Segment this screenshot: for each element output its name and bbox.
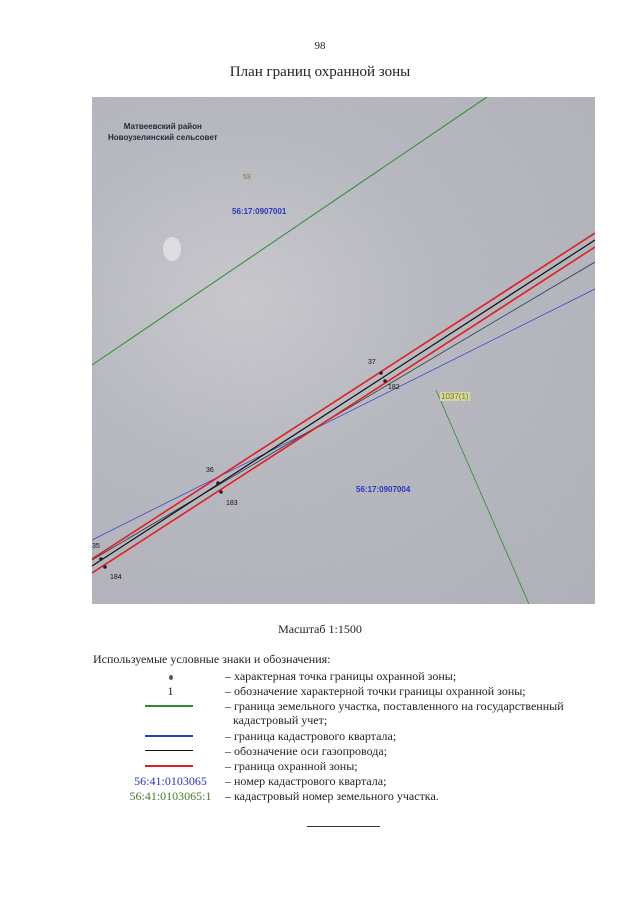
closing-rule bbox=[307, 826, 380, 827]
legend-item-parcel-boundary bbox=[93, 699, 613, 713]
point-label-36: 36 bbox=[206, 467, 214, 474]
legend-item-parcel-number bbox=[93, 789, 613, 803]
legend-item-quarter-number bbox=[93, 774, 613, 788]
council-name: Новоузелинский сельсовет bbox=[108, 133, 218, 142]
boundary-point-36 bbox=[216, 481, 220, 485]
legend-description: – граница кадастрового квартала; bbox=[225, 729, 397, 743]
district-label bbox=[108, 121, 218, 143]
legend-description: – граница земельного участка, поставленного на государственный bbox=[225, 699, 564, 713]
blue-line-icon bbox=[145, 735, 193, 737]
legend-item-quarter-boundary bbox=[93, 729, 613, 743]
legend-description: – кадастровый номер земельного участка. bbox=[225, 789, 439, 803]
legend-symbol: 56:41:0103065 bbox=[134, 774, 207, 788]
boundary-point-182 bbox=[383, 379, 387, 383]
green-line-icon bbox=[145, 705, 193, 707]
legend-description: – обозначение характерной точки границы охранной зоны; bbox=[225, 684, 526, 698]
legend-item-parcel-boundary-cont bbox=[93, 713, 613, 727]
point-label-37: 37 bbox=[368, 359, 376, 366]
point-label-35: 35 bbox=[92, 543, 100, 550]
red-line-icon bbox=[145, 765, 193, 767]
legend-description: – номер кадастрового квартала; bbox=[225, 774, 387, 788]
scale-label: Масштаб 1:1500 bbox=[278, 622, 362, 636]
legend-description: – обозначение оси газопровода; bbox=[225, 744, 388, 758]
legend-symbol: 1 bbox=[167, 684, 174, 698]
boundary-point-35 bbox=[99, 557, 103, 561]
point-label-183: 183 bbox=[226, 500, 238, 507]
map-drawing bbox=[92, 97, 595, 604]
bright-spot bbox=[163, 237, 181, 261]
boundary-point-183 bbox=[219, 490, 223, 494]
quarter-number-bottom: 56:17:0907004 bbox=[356, 485, 411, 494]
point-label-182: 182 bbox=[388, 384, 400, 391]
boundary-point-184 bbox=[103, 565, 107, 569]
legend-description: кадастровый учет; bbox=[233, 713, 328, 727]
legend-item-gas-axis bbox=[93, 744, 613, 758]
page-title: План границ охранной зоны bbox=[229, 64, 411, 80]
satellite-texture bbox=[92, 97, 595, 604]
parcel-small-label: 53 bbox=[243, 174, 251, 181]
legend-item-point-label bbox=[93, 684, 613, 698]
black-line-icon bbox=[145, 750, 193, 751]
point-marker-icon bbox=[169, 675, 173, 680]
legend-description: – характерная точка границы охранной зоны; bbox=[225, 669, 457, 683]
quarter-number-top: 56:17:0907001 bbox=[232, 207, 287, 216]
legend-heading: Используемые условные знаки и обозначения: bbox=[93, 652, 331, 666]
legend-description: – граница охранной зоны; bbox=[225, 759, 358, 773]
page-number: 98 bbox=[314, 40, 326, 52]
boundary-point-37 bbox=[379, 371, 383, 375]
district-name: Матвеевский район bbox=[123, 122, 202, 131]
legend-item-protection-zone bbox=[93, 759, 613, 773]
legend-item-point bbox=[93, 669, 613, 683]
parcel-number-label: 1037(1) bbox=[441, 392, 469, 401]
point-label-184: 184 bbox=[110, 574, 122, 581]
legend-symbol: 56:41:0103065:1 bbox=[129, 789, 212, 803]
map bbox=[92, 97, 595, 604]
